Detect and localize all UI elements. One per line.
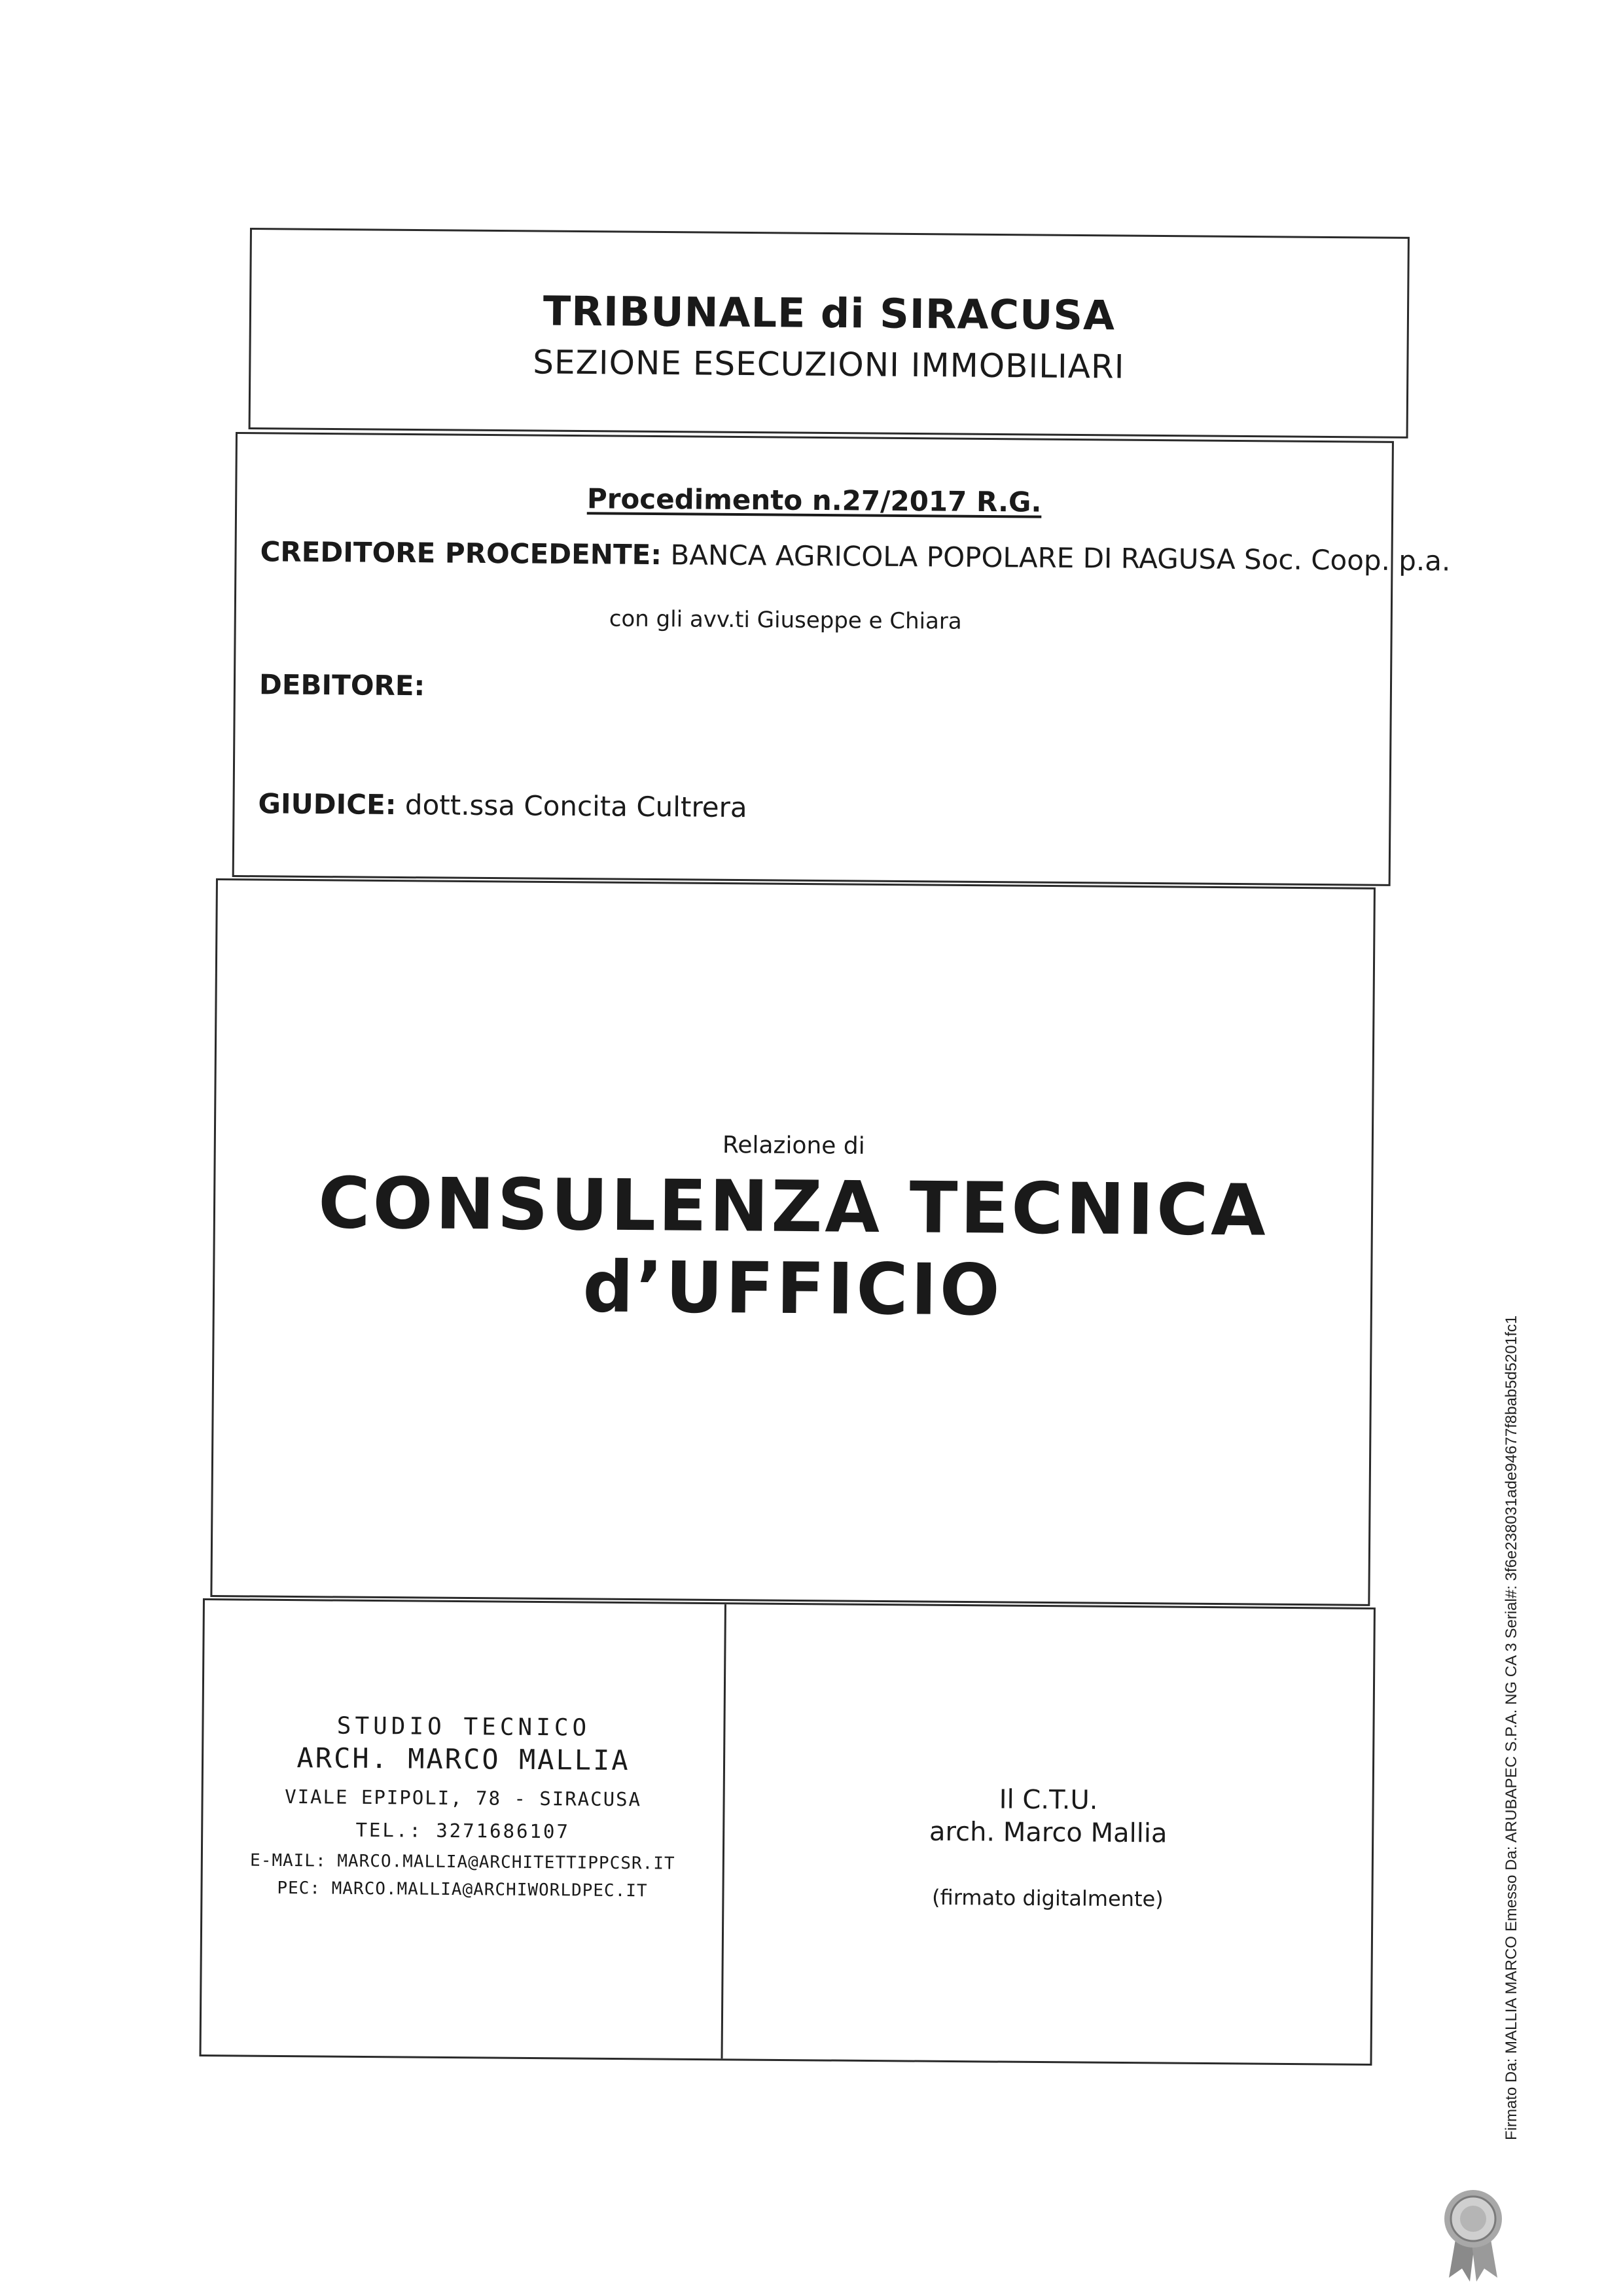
studio-line1: STUDIO TECNICO xyxy=(336,1712,591,1742)
ctu-block xyxy=(724,1782,1372,1913)
report-title-box xyxy=(210,878,1376,1606)
studio-stamp xyxy=(202,1712,723,1901)
creditor-label: CREDITORE PROCEDENTE: xyxy=(260,535,662,571)
judge-label: GIUDICE: xyxy=(258,787,397,821)
ctu-name: arch. Marco Mallia xyxy=(929,1816,1168,1849)
studio-pec: PEC: MARCO.MALLIA@ARCHIWORLDPEC.IT xyxy=(277,1878,648,1901)
ctu-note: (firmato digitalmente) xyxy=(931,1884,1164,1912)
digital-signature-text: Firmato Da: MALLIA MARCO Emesso Da: ARUBAPEC S.P.A. NG CA 3 Serial#: 3f6e238031ade94677f8bab5d5201fc1 xyxy=(1503,1315,1520,2140)
report-pretitle: Relazione di xyxy=(722,1132,865,1160)
court-section: SEZIONE ESECUZIONI IMMOBILIARI xyxy=(533,343,1125,386)
report-title: CONSULENZA TECNICA d’UFFICIO xyxy=(317,1162,1269,1332)
creditor-value: BANCA AGRICOLA POPOLARE DI RAGUSA Soc. Coop. p.a. xyxy=(670,539,1451,577)
proceeding-box xyxy=(232,432,1451,886)
judge-value: dott.ssa Concita Cultrera xyxy=(404,789,747,824)
studio-email: E-MAIL: MARCO.MALLIA@ARCHITETTIPPCSR.IT xyxy=(249,1850,675,1874)
debtor-label: DEBITORE: xyxy=(259,668,425,702)
ctu-role: Il C.T.U. xyxy=(999,1784,1098,1816)
creditor-row xyxy=(260,535,1450,577)
judge-row xyxy=(258,787,747,823)
studio-address: VIALE EPIPOLI, 78 - SIRACUSA xyxy=(285,1785,642,1811)
proceeding-number: Procedimento n.27/2017 R.G. xyxy=(586,482,1042,518)
court-header-box xyxy=(249,228,1410,439)
studio-phone: TEL.: 3271686107 xyxy=(355,1818,571,1843)
studio-architect: ARCH. MARCO MALLIA xyxy=(296,1742,630,1777)
court-title: TRIBUNALE di SIRACUSA xyxy=(543,287,1116,340)
debtor-row xyxy=(259,668,425,702)
studio-box xyxy=(200,1598,1376,2066)
seal-icon xyxy=(1437,2186,1509,2284)
lawyers-line: con gli avv.ti Giuseppe e Chiara xyxy=(609,605,962,635)
